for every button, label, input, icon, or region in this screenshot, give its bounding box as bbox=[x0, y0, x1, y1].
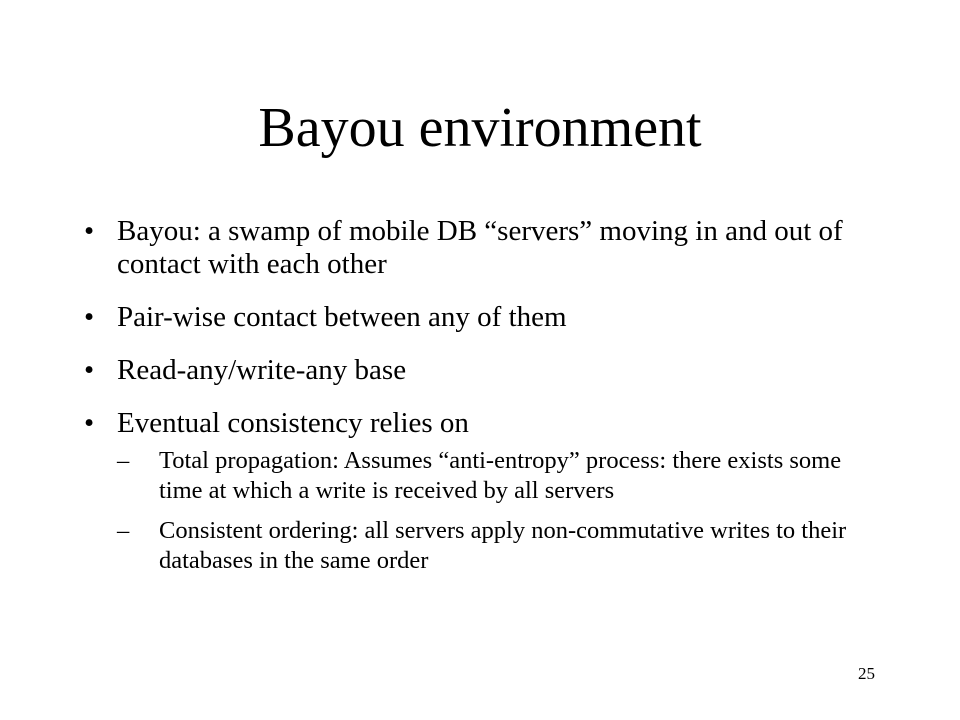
bullet-item bbox=[80, 215, 880, 281]
sub-bullet-marker: – bbox=[117, 447, 130, 474]
bullet-text: Bayou: a swamp of mobile DB “servers” moving in and out of contact with each other bbox=[117, 215, 843, 280]
sub-bullet-item bbox=[117, 516, 880, 576]
slide-title: Bayou environment bbox=[258, 97, 702, 159]
bullet-text: Eventual consistency relies on bbox=[117, 407, 469, 439]
bullet-text: Read-any/write-any base bbox=[117, 354, 407, 386]
page-number: 25 bbox=[858, 664, 875, 683]
bullet-list bbox=[80, 215, 880, 596]
sub-bullet-item bbox=[117, 446, 880, 506]
bullet-text: Pair-wise contact between any of them bbox=[117, 301, 567, 333]
bullet-marker: • bbox=[84, 354, 95, 386]
sub-bullet-marker: – bbox=[117, 517, 130, 544]
bullet-item bbox=[80, 407, 880, 576]
bullet-item bbox=[80, 354, 880, 387]
sub-bullet-text: Total propagation: Assumes “anti-entropy” process: there exists some time at which a write is received by all servers bbox=[159, 447, 842, 504]
bullet-marker: • bbox=[84, 215, 95, 247]
sub-bullet-list bbox=[117, 446, 880, 576]
bullet-marker: • bbox=[84, 301, 95, 333]
bullet-item bbox=[80, 301, 880, 334]
bullet-marker: • bbox=[84, 407, 95, 439]
sub-bullet-text: Consistent ordering: all servers apply non-commutative writes to their databases in the same order bbox=[159, 517, 847, 574]
